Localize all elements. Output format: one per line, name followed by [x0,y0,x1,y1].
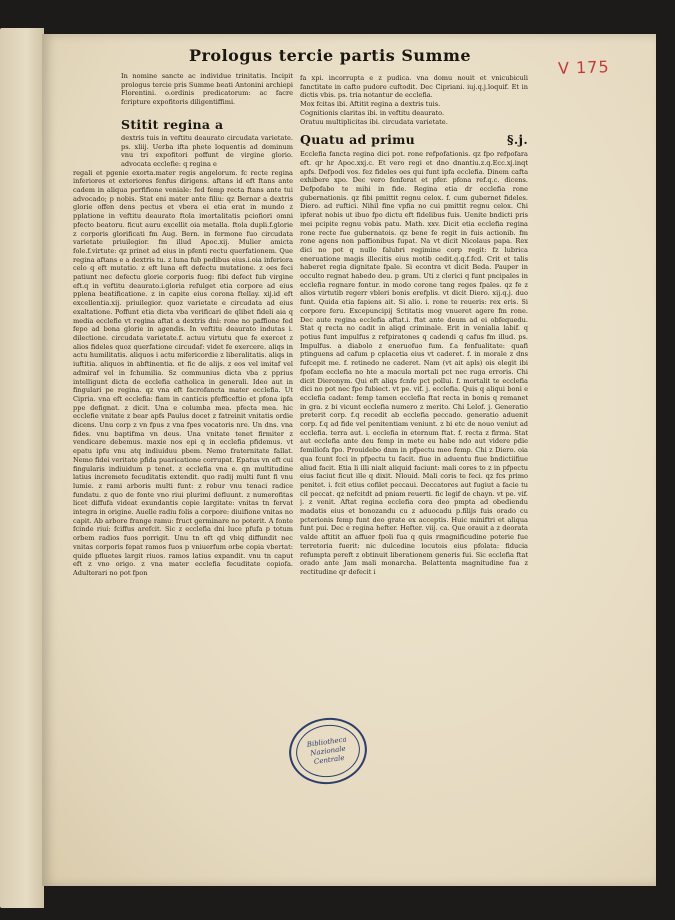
summary-line-1: Mox fcitas ibi. Aftitit regina a dextris tuis. [300,100,441,109]
right-body-text: Ecclefia fancta regina dici pot. rone refpofationis. qz fpo refpofara eft. qr hr Apoc.xxj.c. Et vero regi et dno dnantiu.z.q.Ecc.xj.inqt apfs. Defpodi vos. fez fideles oes qui funt ipfa ecclefia. Dinem cafta exhibere xpo. Dec vero fenferat et pfer. pfona ref.q.c. dicens. Defpofabo te mihi in fide. Regina etia dr ecclefia rone gubernationis. qz fibi pmittit regnu celox. f. cum gubernet fideles. Diero. ad ruftici. Nihil fine vpfia no cui pmittit regnu celox. Chi ipferat nobis ut ibuo fpo dictu eft fidelibus fuis. Uenite bndicti pris mei pcipite regnu vobis patu. Math. xxv. Dicit etia ecclefia regina rone recte fue gubernatois. qz bene fe regit in fuis actionib. fm rone agens non paffionibus fupat. Na vt dicit Nicolaus papa. Rex dici no pot q nullo falubri regimine corp regit: fz lubrica eneruatione magis illecitis eius motib cedit.q.q.f.fcd. Crit et talis haberet regia dignitate fpale. Si econtra vt dicit Beda. Pauper in occulto regnat habedo deu. p gram. Uti z clerici q funt pncipales in ecclefia regnare fontur. in modo corone tang reges fpales. qz fe z alios virtutib regerr vbleri bonis erefplis. vt dicit Diero. xij.q.j. duo funt. Quida etia fapiens ait. Si alio. i. rone te reueris: rex eris. Si corpore feru. Excepuncipij Sctitatis mog vnueret agere fm rone. Dec aute regina ecclefia aftat.i. ftat ante deum ad ei obfequedu. Stat q recta no cadit in aliqd criminale. Erit in venialia labif. q potius funt impulfus z refpiratones q cadendi q cafus fm illud. ps. Impulfus. a diabolo z eneruofuo fum. f.a fenfualitate: quafi ptinguens ad cafum p cplacetia eius vt caderet. f. in morale z dns fufcepit me. f. retinedo ne caderet. Nam (vt ait apls) ois elegit ibi fpofam ecclefia no hte a macula mortali pct nec ruga erroris. Chi dicit Dieronym. Qui eft aliqs fcnfe pct pollui. f. mortalit te ecclefia dici no pot nec fpo fubiect. vt pe. vif. j. ecclefia. Quis q aliqui boni e ecclefia cadant: femp tamen ecclefia ftat recta in bonis q remanet in gra. z bi vicunt ecclefia numero z merito. Chi Lelof. j. Generatio preterit corp. f.q recedit ab ecclefia peccado. generatio aduenit corp. f.q ad fide vel penitentiam veniunt. z bi etc de nouo veniut ad ecclefia. terra aut. i. ecclefia in eternum ftat. f. recta z firma. Stat aut ecclefia ante deu femp in mete eu habe ndo aut videre pdie femiliofa fpo. Prouidebo dnm in pfpectu meo femp. Chi z Diero. oia qua fcunt fcci in pfpectu tu facit. fiue in aduentu fiue bndictiifiue aliud facit. Etia li illi nialt aliquid faciunt: mali cores to z in pfpectu eius faciut ficut ille q dixit. Nlouid. Mali coris te feci. qz fcs primo penitet. i. fcit etius cofilet peccaui. Deccatores aut fugiut a facie tu cil peccat. qz nefcitdt ad pniam reuerti. fic legif de chayn. vt pe. vif. j. z venit. Aftat regina ecclefia cora deo pmpta ad obediendu madatis eius et bonozandu cu z aduocadu p.filijs fuis orado cu pcterionis femp funt deo grate ex acceptis. Huic miniftri et aliqua funt pui. Dec e regina hefter. Hefter. viij. ca. Que orauit a z deorata valde aftitit an affuer fpoli fua q quis rmagnificudine poterie fue terretoria fuerit: nic dulcedine locutois eius pfolata: fiducia refumpta pereft z obtinuit liberationem generis fui. Sic ecclefia ftat orado ante Jam mali monarcha. Belattenta magnitudine fua z rectitudine qr defecit i [300,150,528,576]
right-top-text: fa xpi. incorrupta e z pudica. vna domu nouit et vnicubiculi fanctitate in cafto pudore cuftodit. Dec Cipriani. iuj.q.j.loquif. Et in dictis vbis. ps. tria notantur de ecclefia. [300,74,528,100]
section-marker: §.j. [507,132,528,148]
summary-line-3: Oratuu multiplicitas ibi. circudata varietate. [300,117,448,126]
left-column [73,72,293,862]
right-heading: Quatu ad primu [300,132,416,148]
page-title: Prologus tercie partis Summe [188,46,472,65]
left-heading: Stitit regina a [121,116,224,132]
right-heading-row [300,132,528,147]
heading-continuation: dextris tuis in veftitu deaurato circudata varietate. ps. xliij. Uerba ifta phete loquentis ad dominum vnu tri expofitori poffunt de virgine glorio. advocata ecclefie: q regina e [121,133,293,168]
stamp-text: Bibliotheca Nazionale Centrale [306,734,348,766]
incipit-text: In nomine sancte ac individue trinitatis. Incipit prologus tercie pris Summe beati Antonini archiepi Florentini. o.ordinis predicatorum: ac facre fcripture expofitoris diligentiffimi. [121,72,293,107]
summary-line-2: Cognitionis claritas ibi. in veftitu deaurato. [300,108,445,117]
shelfmark: V 175 [558,57,611,78]
right-column [300,74,528,764]
previous-page-edge [0,28,44,908]
left-body-text: regali et pgenie exorta.mater regis angelorum. fc recte regina inferiores et exteriores fenfus dirigens. aftans id eft ftans ante cadem in aliqua perfifione veniale: fed femp recta ftans ante tui advocado; p nobis. Stat eni mater ante filiu: qz Bernar a dextris glorie offen dens pectus et vbera ei etia erat in mundo z pplatione in veftitu deaurato ftola imortalitatis pciofiori omni pfecto beatoru. ficut auru excellit oia metalla. ftola dupli.f.glorie z corporis glorificati fm Aug. Bern. in fermone fuo circudata varietate priuilegior. fm illud Apoc.xij. Mulier amicta fole.f.virtute: qz prinet ad eius in pfenti rectu querfationem. Que regina aftans e a dextris tu. z luna fub pedibus eius.i.oia inferiora celo q eft mutatio. z eft luna eft defectu mutatione. z oes feci patiunt nec defectu glorie corporis fuog: fibi defect fub virgine eft.q in veftitu deaurato.i.gloria refulget etia corpore ad eius pplena beatificatione. z in capite eius corona ftellay. xij.id eft excellentia.xij. priuilegior. quoz varietate e circudata ad eius exaltatione. Poffunt etia dicta vba verificari de qlibet fideli aia q media ecclefie vt regina aftat a dextris dni: rone no paffione fed fepo ad bona glorie in agendis. In veftitu deaurato indutas i. dilectione. circudata varietate.f. actuu virtutu que fe exercet z alios fideles quoz querfatione circudaf: videt fe exercere. aliqs in actu humilitatis. aliquos i actu mifericordie z liberalitatis. aliqs in iuftitia. aliquos in abftinentia. et fic de alijs. z eos vel imitaf vel admiraf vel in fchumilia. Sz communius dicta vba z pprius intelligunt dicta de ecclefia catholica in generali. Ideo aut in fingulari pe regina. qz vna eft facrofancta mater ecclefia. Ut Cipria. vna eft ecclefia: fiam in canticis pfefficeftio et pfona ipfa ppe defignat. z dicit. Una e columba mea. pfecta mea. hic ecclefie vnitate z bear apfs Paulus docet z fatreinit vnitatis ordie dicens. Unu corp z vn fpus z vna fpes vocatoris nre. Un dns. vna fides. vnu baptifma vn deus. Una vnitate tenet firmiter z vendicare debemus. maxie nos epi q in ecclefia pfidemus. vt epatu ipfu vnu atq indiuiduu pbem. Nemo fraternitate fallat. Nemo fidei veritate pfida puaricatione corrupat. Epatus vn eft cui fingularis indiuidum p tenet. z ecclefia vna e. qn multitudine latius incremeto fecuditatis extendit. quo radij multi funt fi vnu lumie. z rami arboris multi funt: z robur vnu tenaci radice fundatu. z quo de fonte vno riui plurimi defluunt. z numerofitas licet diffufa videat exundantis copie largitate: vnitas tn fervat integra in origine. Auelle radiu folis a corpore: diuifione vnitas no capit. Ab arbore frange ramu: fruct germinare no poterit. A fonte fcinde riui: fciffus arefcit. Sic z ecclefia dni luce pfufa p totum orbem radios fuos porrigit. Unu tn eft qd vbiq diffundit nec vnitas corporis fepat ramos fuos p vniuerfum orbe copia vbertat: quide pfluetes largit riuos. ramos latius expandit. vnu tn caput eft z vno origo. z vna mater ecclefia fecuditate copiofa. Adulterari no pot fpon [73,168,293,577]
